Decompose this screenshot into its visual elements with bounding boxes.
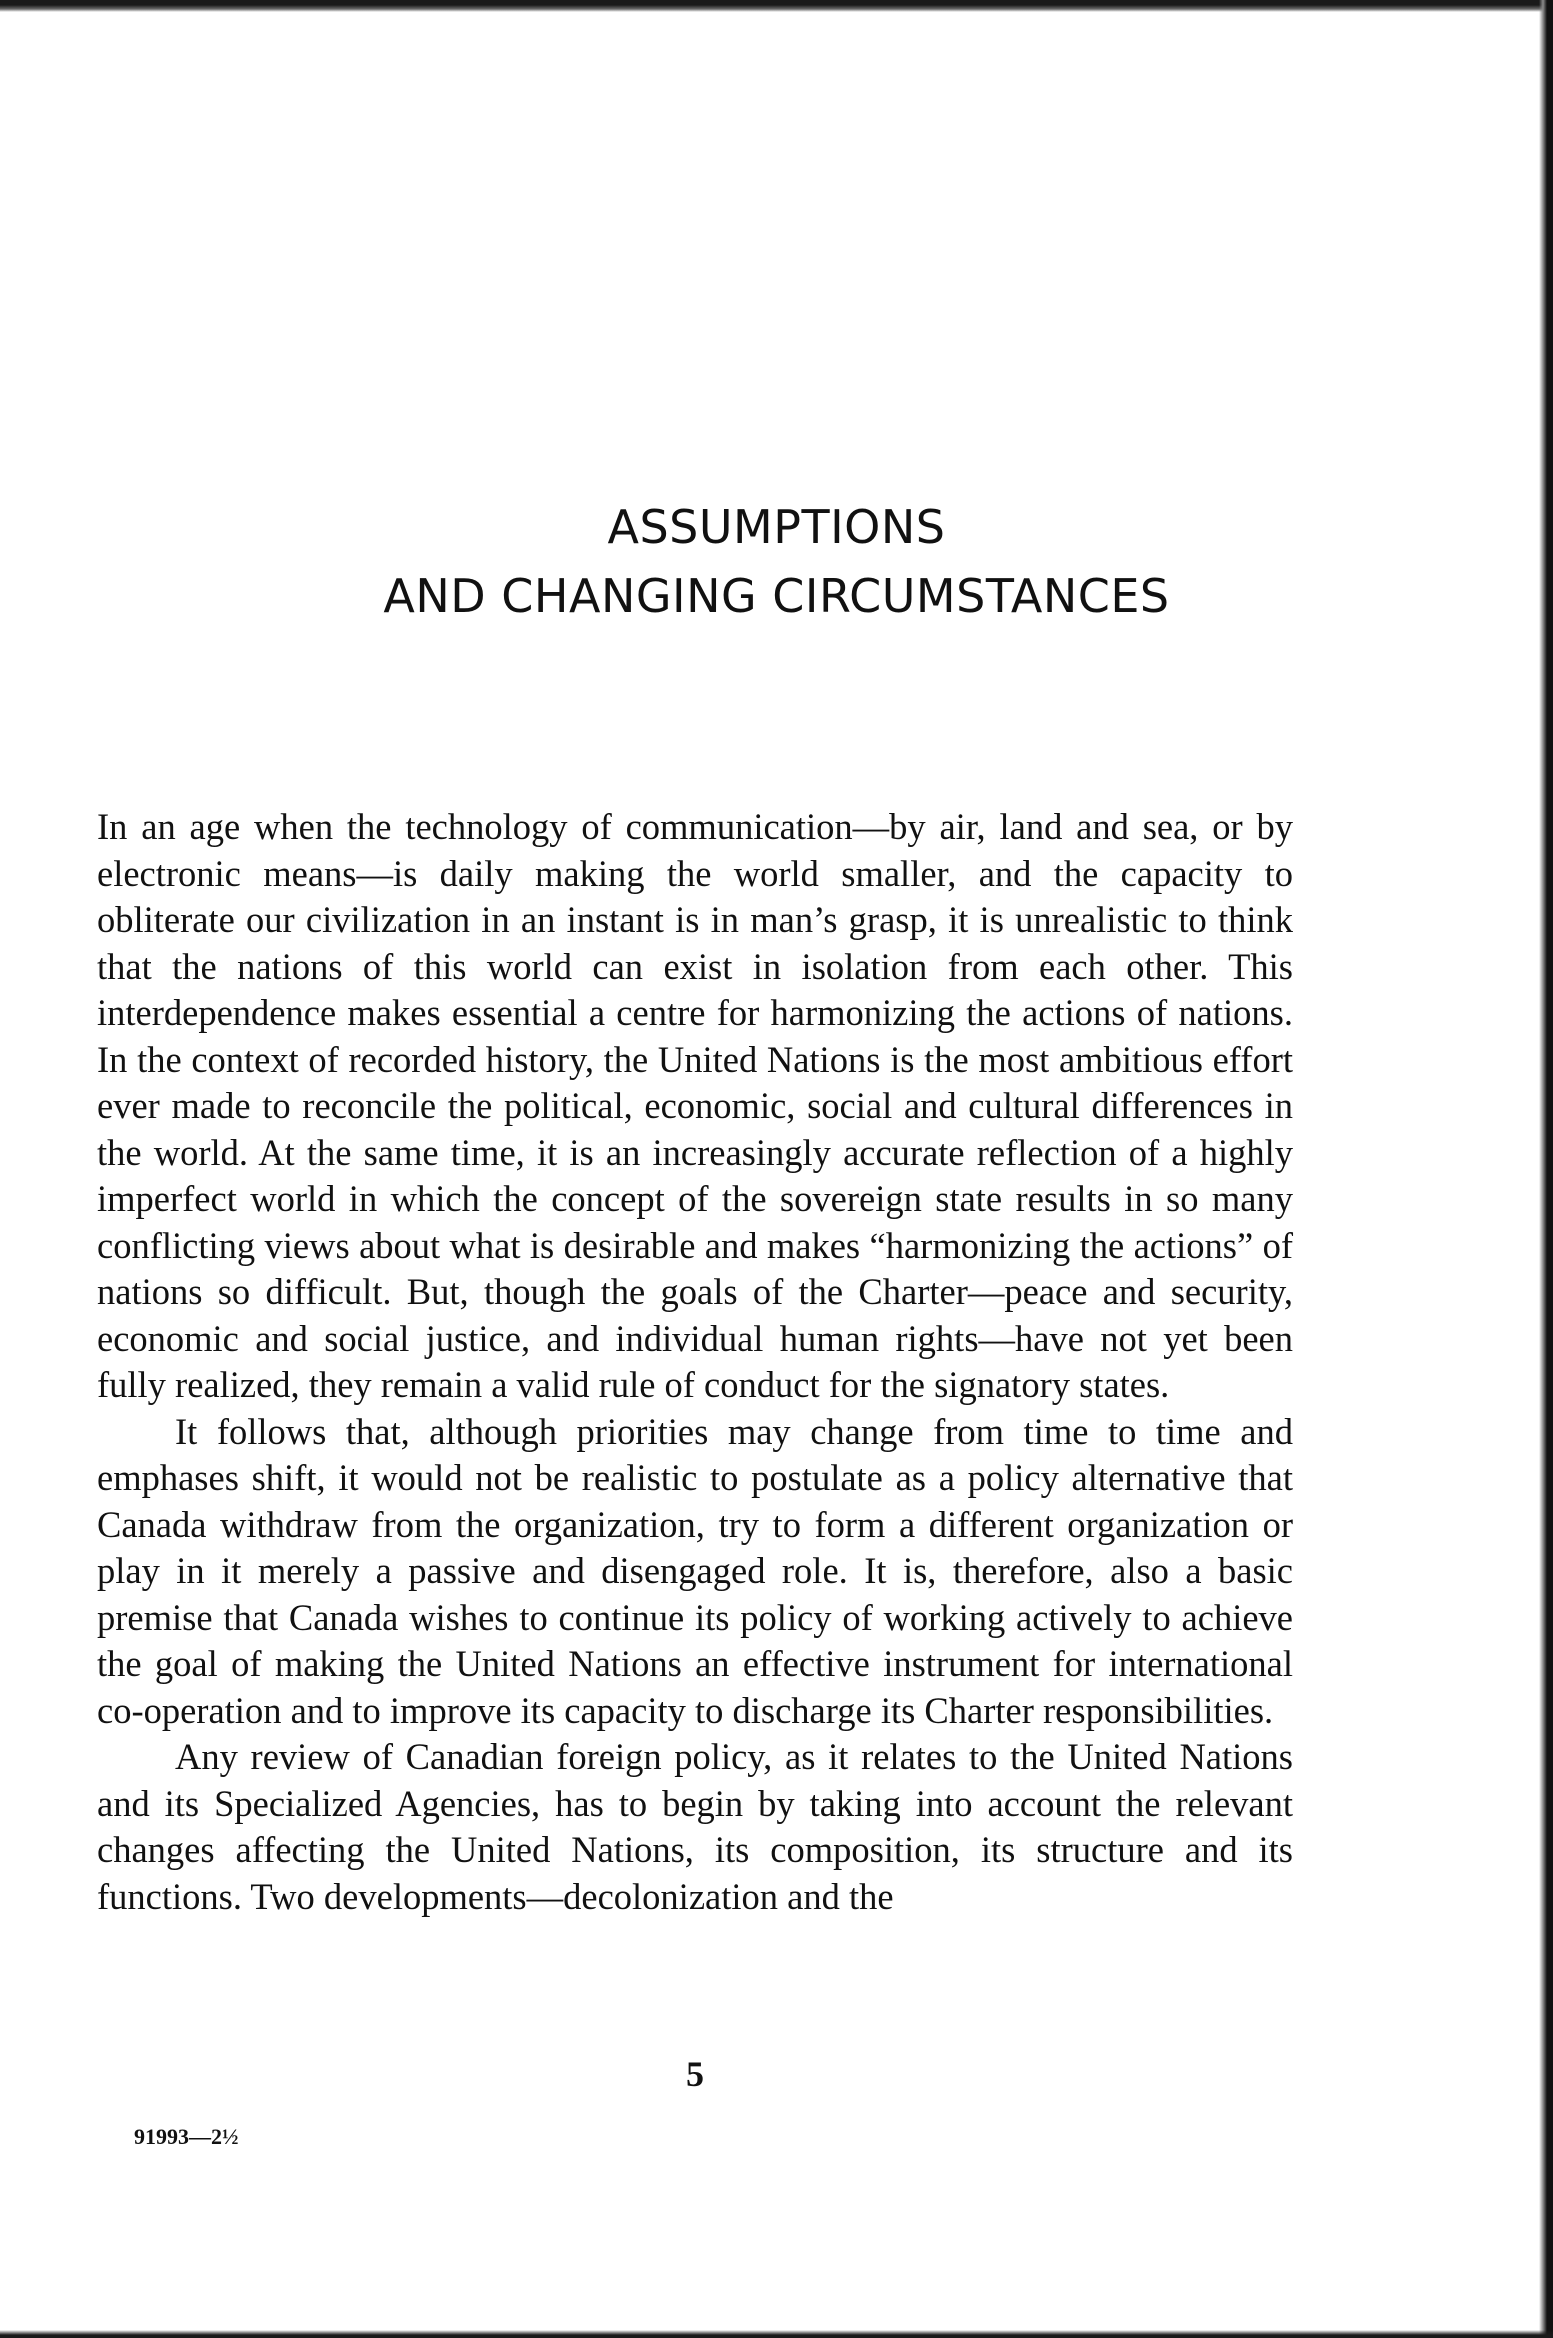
paragraph-1: In an age when the technology of communication—by air, land and sea, or by electronic means—is daily making the world smaller, and the capacity to obliterate our civilization in an instant is in man’s grasp, it is unrealistic to think that the nations of this world can exist in isolation from each other. This interdependence makes essential a centre for harmonizing the actions of nations. In the context of recorded history, the United Nations is the most ambitious effort ever made to reconcile the political, economic, social and cultural differences in the world. At the same time, it is an increasingly accurate reflection of a highly imperfect world in which the concept of the sovereign state results in so many conflicting views about what is desirable and makes “harmonizing the actions” of nations so difficult. But, though the goals of the Charter—peace and security, economic and social justice, and individual human rights—have not yet been fully realized, they remain a valid rule of conduct for the signatory states. — [97, 806, 1293, 1405]
chapter-title-line-1: ASSUMPTIONS — [607, 500, 946, 554]
paragraph-3: Any review of Canadian foreign policy, as it relates to the United Nations and its Specialized Agencies, has to begin by taking into account the relevant changes affecting the United Nations, its composition, its structure and its functions. Two developments—decolonization and the — [97, 1736, 1293, 1917]
scan-edge-top — [0, 0, 1553, 12]
body-text — [97, 804, 1293, 1920]
paragraph-2: It follows that, although priorities may change from time to time and emphases shift, it would not be realistic to postulate as a policy alternative that Canada withdraw from the organization, try to form a different organization or play in it merely a passive and disengaged role. It is, therefore, also a basic premise that Canada wishes to continue its policy of working actively to achieve the goal of making the United Nations an effective instrument for international co-operation and to improve its capacity to discharge its Charter responsibilities. — [97, 1410, 1293, 1731]
printer-code: 91993—2½ — [134, 2124, 239, 2149]
page-number: 5 — [686, 2054, 704, 2094]
scan-edge-bottom — [0, 2330, 1553, 2338]
chapter-title-line-2: AND CHANGING CIRCUMSTANCES — [383, 569, 1170, 623]
scan-edge-right — [1539, 0, 1553, 2338]
